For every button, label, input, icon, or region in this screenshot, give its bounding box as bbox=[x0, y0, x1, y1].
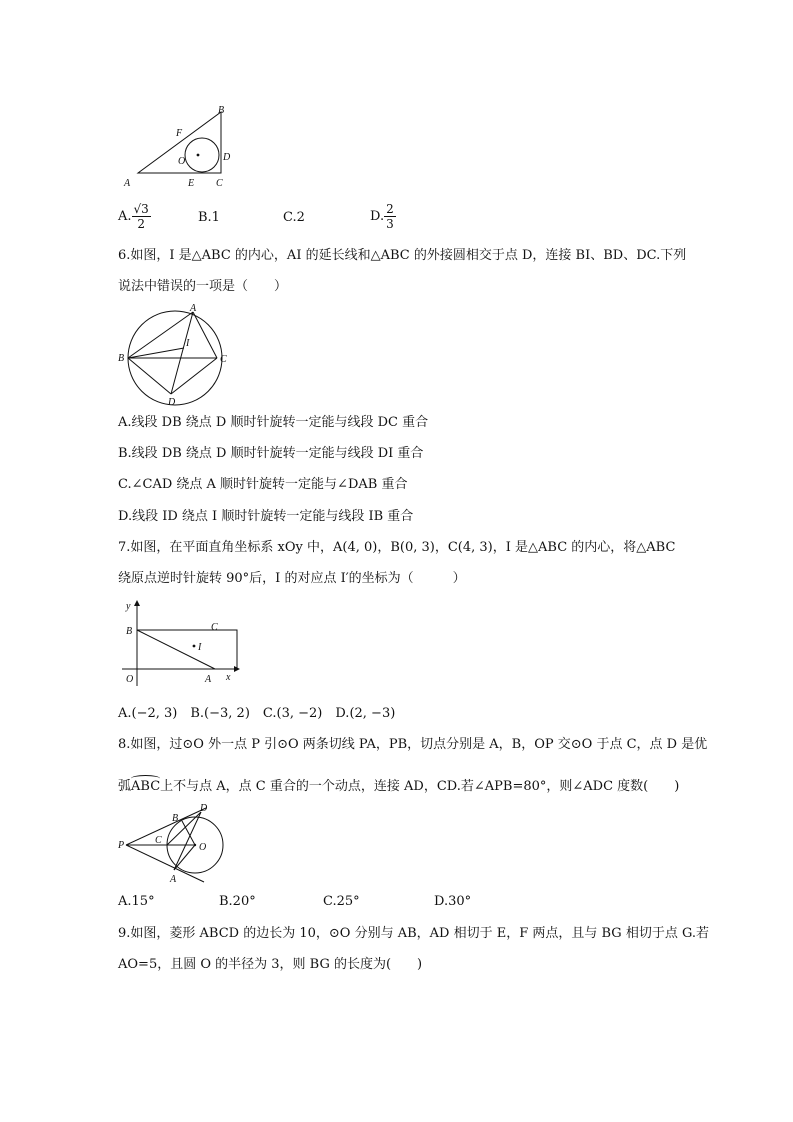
q8-arc-label: ABC bbox=[131, 779, 161, 794]
label-C: C bbox=[155, 835, 162, 846]
label-B: B bbox=[218, 105, 225, 116]
q5-option-a-fraction bbox=[132, 202, 151, 231]
q7-options: A.(−2, 3) B.(−3, 2) C.(3, −2) D.(2, −3) bbox=[118, 706, 396, 721]
label-O: O bbox=[178, 156, 186, 167]
q9-stem-line1: 9.如图，菱形 ABCD 的边长为 10，⊙O 分别与 AB，AD 相切于 E，F 两点，且与 BG 相切于点 G.若 bbox=[118, 926, 709, 941]
label-I: I bbox=[198, 642, 202, 653]
q5-option-c: C.2 bbox=[283, 210, 305, 225]
q5-option-b: B.1 bbox=[198, 210, 220, 225]
q5-option-d bbox=[370, 202, 396, 231]
label-D: D bbox=[200, 803, 208, 814]
label-O: O bbox=[199, 842, 207, 853]
q5-option-d-denominator: 3 bbox=[386, 217, 394, 231]
label-B: B bbox=[118, 353, 125, 364]
q6-stem-line1: 6.如图，I 是△ABC 的内心，AI 的延长线和△ABC 的外接圆相交于点 D，连接 BI、BD、DC.下列 bbox=[118, 248, 687, 263]
q9-stem-line2: AO=5，且圆 O 的半径为 3，则 BG 的长度为( ) bbox=[118, 957, 423, 972]
figure-circumcircle-incenter bbox=[116, 300, 236, 410]
label-B: B bbox=[172, 813, 179, 824]
q5-option-a bbox=[118, 202, 151, 231]
label-I: I bbox=[186, 338, 190, 349]
label-A: A bbox=[170, 874, 177, 885]
q6-option-b: B.线段 DB 绕点 D 顺时针旋转一定能与线段 DI 重合 bbox=[118, 446, 424, 461]
label-D: D bbox=[223, 152, 231, 163]
figure-incircle-triangle bbox=[118, 100, 248, 192]
q5-option-a-prefix: A. bbox=[118, 209, 132, 224]
label-P: P bbox=[118, 840, 125, 851]
label-F: F bbox=[176, 128, 183, 139]
label-E: E bbox=[188, 178, 195, 189]
q5-option-d-prefix: D. bbox=[370, 209, 385, 224]
label-O: O bbox=[126, 674, 134, 685]
q6-stem-line2: 说法中错误的一项是（ ） bbox=[118, 279, 288, 294]
label-B: B bbox=[126, 626, 133, 637]
q6-option-a: A.线段 DB 绕点 D 顺时针旋转一定能与线段 DC 重合 bbox=[118, 415, 429, 430]
q6-option-d: D.线段 ID 绕点 I 顺时针旋转一定能与线段 IB 重合 bbox=[118, 509, 414, 524]
q8-option-d: D.30° bbox=[434, 894, 472, 909]
label-y: y bbox=[126, 601, 131, 612]
q8-option-b: B.20° bbox=[219, 894, 256, 909]
q5-option-a-denominator: 2 bbox=[137, 217, 145, 231]
q7-stem-line2: 绕原点逆时针旋转 90°后，I 的对应点 I′的坐标为（ ） bbox=[118, 571, 466, 586]
q6-option-c: C.∠CAD 绕点 A 顺时针旋转一定能与∠DAB 重合 bbox=[118, 477, 408, 492]
label-A: A bbox=[205, 674, 212, 685]
figure-tangent-circle bbox=[116, 800, 236, 885]
q7-stem-line1: 7.如图，在平面直角坐标系 xOy 中，A(4, 0)，B(0, 3)，C(4, 3)，I 是△ABC 的内心，将△ABC bbox=[118, 540, 676, 555]
q5-option-a-numerator: √3 bbox=[133, 202, 149, 216]
figure-coordinate-rectangle bbox=[116, 598, 241, 688]
label-A: A bbox=[124, 178, 131, 189]
q8-stem-line1: 8.如图，过⊙O 外一点 P 引⊙O 两条切线 PA，PB，切点分别是 A，B，OP 交⊙O 于点 C，点 D 是优 bbox=[118, 737, 708, 752]
q8-stem-line2-prefix: 弧 bbox=[118, 779, 132, 794]
label-x: x bbox=[226, 672, 231, 683]
label-C: C bbox=[216, 178, 223, 189]
label-C: C bbox=[211, 622, 218, 633]
q8-option-a: A.15° bbox=[118, 894, 155, 909]
q8-option-c: C.25° bbox=[323, 894, 360, 909]
q8-stem-line2 bbox=[118, 778, 679, 796]
q8-stem-line2-suffix: 上不与点 A，点 C 重合的一个动点，连接 AD，CD.若∠APB=80°，则∠ADC 度数( ) bbox=[160, 779, 680, 794]
label-D: D bbox=[168, 397, 176, 408]
label-C: C bbox=[220, 354, 227, 365]
label-A: A bbox=[190, 303, 197, 314]
q5-option-d-fraction bbox=[384, 202, 396, 231]
q5-option-d-numerator: 2 bbox=[386, 202, 394, 216]
